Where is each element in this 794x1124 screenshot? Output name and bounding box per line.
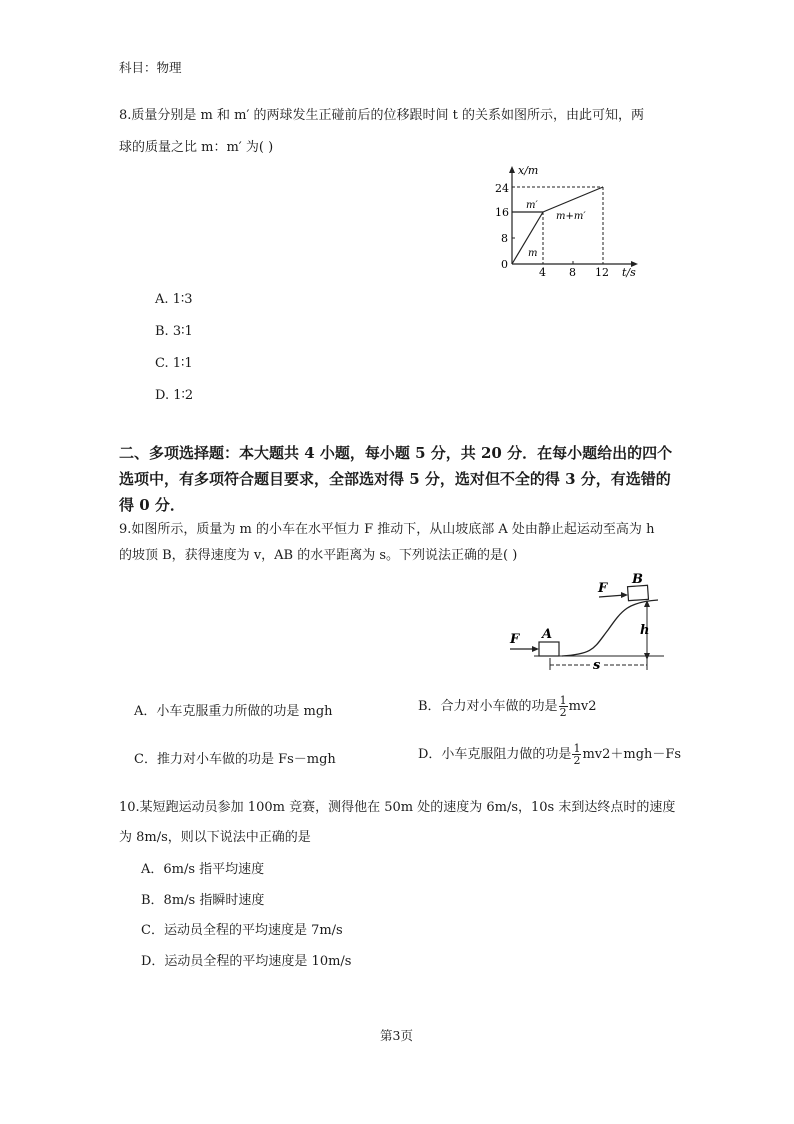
y-tick-16: 16 bbox=[495, 206, 509, 219]
label-m: m bbox=[528, 248, 538, 259]
x-tick-8: 8 bbox=[569, 266, 576, 279]
label-m-prime: m′ bbox=[526, 200, 538, 211]
q8-stem-line2: 球的质量之比 m：m′ 为( ) bbox=[119, 140, 274, 155]
x-axis-label: t/s bbox=[622, 266, 636, 279]
q9-option-b-expr: mv2 bbox=[568, 699, 597, 714]
subject-label: 科目：物理 bbox=[119, 60, 182, 75]
label-m-plus-m-prime: m+m′ bbox=[556, 211, 586, 222]
fraction-half: $\frac{1}{2}$ bbox=[559, 694, 567, 719]
y-tick-0: 0 bbox=[501, 258, 508, 271]
label-F-left: F bbox=[510, 632, 520, 647]
q10-option-b[interactable]: B．8m/s 指瞬时速度 bbox=[141, 893, 265, 908]
y-tick-24: 24 bbox=[495, 182, 509, 195]
y-axis-label: x/m bbox=[518, 164, 539, 177]
q8-option-b[interactable]: B. 3∶1 bbox=[155, 324, 193, 339]
q10-stem-line2: 为 8m/s，则以下说法中正确的是 bbox=[119, 830, 311, 845]
q8-option-d[interactable]: D. 1∶2 bbox=[155, 388, 194, 403]
y-tick-8: 8 bbox=[501, 232, 508, 245]
q9-option-b[interactable] bbox=[418, 692, 597, 722]
q9-option-d[interactable] bbox=[418, 740, 681, 770]
q8-option-a[interactable]: A. 1∶3 bbox=[155, 292, 193, 307]
label-F-top: F bbox=[598, 581, 608, 596]
q9-option-d-expr: mv2＋mgh－Fs bbox=[582, 747, 682, 762]
label-A: A bbox=[542, 627, 553, 642]
q10-option-c[interactable]: C．运动员全程的平均速度是 7m/s bbox=[141, 923, 343, 938]
q9-stem-line1: 9.如图所示，质量为 m 的小车在水平恒力 F 推动下，从山坡底部 A 处由静止起运动至高为 h bbox=[119, 522, 655, 537]
page-number: 第3页 bbox=[380, 1028, 413, 1043]
q8-stem-line1: 8.质量分别是 m 和 m′ 的两球发生正碰前后的位移跟时间 t 的关系如图所示，由此可知，两 bbox=[119, 108, 645, 123]
x-tick-4: 4 bbox=[539, 266, 546, 279]
q9-slope-diagram bbox=[504, 570, 674, 676]
q9-option-c[interactable]: C．推力对小车做的功是 Fs－mgh bbox=[134, 752, 336, 767]
q10-option-a[interactable]: A．6m/s 指平均速度 bbox=[141, 862, 265, 877]
q10-option-d[interactable]: D．运动员全程的平均速度是 10m/s bbox=[141, 954, 352, 969]
section2-heading: 二、多项选择题：本大题共 4 小题，每小题 5 分，共 20 分．在每小题给出的四个选项中，有多项符合题目要求，全部选对得 5 分，选对但不全的得 3 分，有选错的得 0 分． bbox=[119, 444, 673, 514]
label-s: s bbox=[593, 658, 601, 673]
fraction-half: $\frac{1}{2}$ bbox=[573, 742, 581, 767]
q9-option-b-text: B．合力对小车做的功是 bbox=[418, 699, 558, 714]
q10-stem-line1: 10.某短跑运动员参加 100m 竞赛，测得他在 50m 处的速度为 6m/s，10s 末到达终点时的速度 bbox=[119, 800, 676, 815]
q9-option-d-text: D．小车克服阻力做的功是 bbox=[418, 747, 572, 762]
q8-position-time-graph bbox=[490, 158, 650, 280]
x-tick-12: 12 bbox=[595, 266, 609, 279]
label-h: h bbox=[640, 623, 650, 638]
q9-option-a[interactable]: A．小车克服重力所做的功是 mgh bbox=[134, 704, 333, 719]
q8-option-c[interactable]: C. 1∶1 bbox=[155, 356, 193, 371]
label-B: B bbox=[632, 572, 643, 587]
q9-stem-line2: 的坡顶 B，获得速度为 v，AB 的水平距离为 s。下列说法正确的是( ) bbox=[119, 548, 518, 563]
